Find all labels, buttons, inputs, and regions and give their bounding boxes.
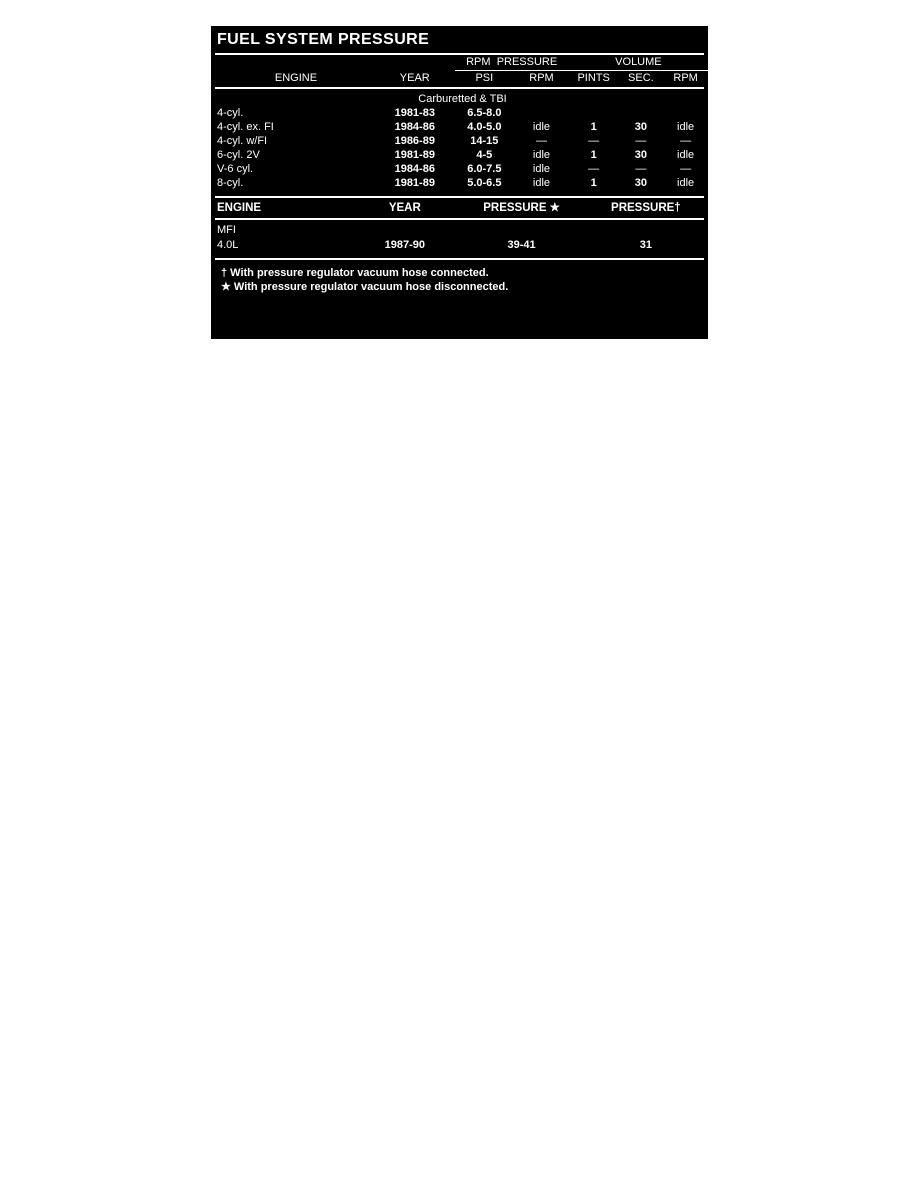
cell-pints: 1 [590, 177, 597, 189]
mfi-bottom-divider-cell [211, 253, 708, 263]
group-header-rpm-label: RPM [466, 56, 491, 68]
table-row [211, 238, 708, 253]
cell-rpm [514, 106, 569, 120]
mfi-header-divider-row [211, 216, 708, 223]
cell-engine: 6-cyl. 2V [217, 149, 260, 161]
group-header-blank-2 [375, 55, 455, 71]
header-divider [215, 87, 704, 89]
cell-rpm-volume [663, 106, 708, 120]
section-label-row [211, 92, 708, 106]
cell-rpm: idle [532, 163, 551, 175]
mfi-header-divider-cell [211, 216, 708, 223]
cell-year: 1984-86 [394, 163, 435, 175]
section-label-mfi: MFI [217, 224, 236, 236]
cell-sec: 30 [634, 121, 647, 133]
cell-rpm: idle [532, 149, 551, 161]
cell-rpm-volume: idle [677, 177, 695, 189]
table1-bottom-divider-cell [211, 190, 708, 201]
cell-pints: — [588, 135, 600, 147]
cell-psi: 5.0-6.5 [467, 177, 502, 189]
cell-year: 1981-89 [394, 177, 435, 189]
cell-year: 1981-83 [394, 107, 435, 119]
cell-engine: 4-cyl. ex. FI [217, 121, 274, 133]
cell-rpm-volume: — [680, 163, 692, 175]
footnote-dagger: † With pressure regulator vacuum hose connected. [221, 267, 489, 279]
cell-psi: 14-15 [470, 135, 499, 147]
footnote-star: ★ With pressure regulator vacuum hose disconnected. [221, 281, 509, 293]
carbureted-tbi-spec-table [211, 55, 708, 201]
cell-pressure-star: 39-41 [507, 239, 536, 251]
cell-engine: 4-cyl. w/FI [217, 135, 268, 147]
group-header-pressure-label: PRESSURE [496, 56, 558, 68]
cell-pints: 1 [590, 149, 597, 161]
mfi-bottom-divider [215, 258, 704, 260]
cell-year: 1987-90 [384, 239, 425, 251]
group-header-volume [569, 55, 708, 71]
cell-year: 1984-86 [394, 121, 435, 133]
cell-year: 1981-89 [394, 149, 435, 161]
cell-rpm: idle [532, 121, 551, 133]
mfi-header-divider [215, 218, 704, 220]
section-label-carbureted-tbi: Carburetted & TBI [418, 93, 507, 105]
cell-engine: 4.0L [217, 239, 239, 251]
cell-sec: 30 [634, 149, 647, 161]
mfi-column-header-pressure-dagger: PRESSURE† [611, 202, 681, 214]
header-divider-cell [211, 85, 708, 92]
group-header-rpm-pressure [455, 55, 569, 71]
cell-psi: 4.0-5.0 [467, 121, 502, 133]
cell-year: 1986-89 [394, 135, 435, 147]
mfi-section-label-row [211, 223, 708, 238]
mfi-bottom-divider-row [211, 253, 708, 263]
table-row [211, 148, 708, 162]
cell-rpm-volume: idle [677, 149, 695, 161]
cell-pints: 1 [590, 121, 597, 133]
table1-bottom-divider [215, 196, 704, 198]
mfi-column-header-pressure-star: PRESSURE ★ [483, 202, 560, 214]
column-header-psi: PSI [475, 72, 494, 84]
cell-rpm-volume: idle [677, 121, 695, 133]
cell-engine: V-6 cyl. [217, 163, 254, 175]
cell-rpm-volume: — [680, 135, 692, 147]
cell-psi: 4-5 [476, 149, 493, 161]
cell-psi: 6.5-8.0 [467, 107, 502, 119]
group-header-volume-label: VOLUME [615, 56, 662, 68]
table-row [211, 176, 708, 190]
cell-pressure-dagger: 31 [639, 239, 652, 251]
cell-psi: 6.0-7.5 [467, 163, 502, 175]
cell-sec: 30 [634, 177, 647, 189]
column-header-row [211, 71, 708, 85]
column-header-year: YEAR [399, 72, 430, 84]
cell-pints: — [588, 163, 600, 175]
table-row [211, 106, 708, 120]
mfi-spec-table [211, 201, 708, 263]
column-header-rpm: RPM [529, 72, 554, 84]
table-row [211, 120, 708, 134]
group-header-row [211, 55, 708, 71]
cell-sec: — [635, 135, 647, 147]
cell-engine: 4-cyl. [217, 107, 244, 119]
mfi-column-header-engine: ENGINE [217, 202, 262, 214]
table-row [211, 134, 708, 148]
cell-rpm: — [535, 135, 547, 147]
column-header-engine: ENGINE [274, 72, 318, 84]
footnotes [211, 263, 708, 294]
column-header-sec: SEC. [628, 72, 654, 84]
table-row [211, 162, 708, 176]
header-divider-row [211, 85, 708, 92]
table1-bottom-divider-row [211, 190, 708, 201]
cell-sec: — [635, 163, 647, 175]
mfi-column-header-row [211, 201, 708, 216]
mfi-column-header-year: YEAR [388, 202, 421, 214]
cell-rpm: idle [532, 177, 551, 189]
cell-engine: 8-cyl. [217, 177, 244, 189]
group-header-blank [211, 55, 375, 71]
column-header-pints: PINTS [577, 72, 610, 84]
page-title: FUEL SYSTEM PRESSURE [217, 31, 430, 48]
column-header-rpm-volume: RPM [673, 72, 698, 84]
fuel-system-pressure-table-block [211, 26, 708, 339]
cell-pints [569, 106, 619, 120]
cell-sec [619, 106, 664, 120]
